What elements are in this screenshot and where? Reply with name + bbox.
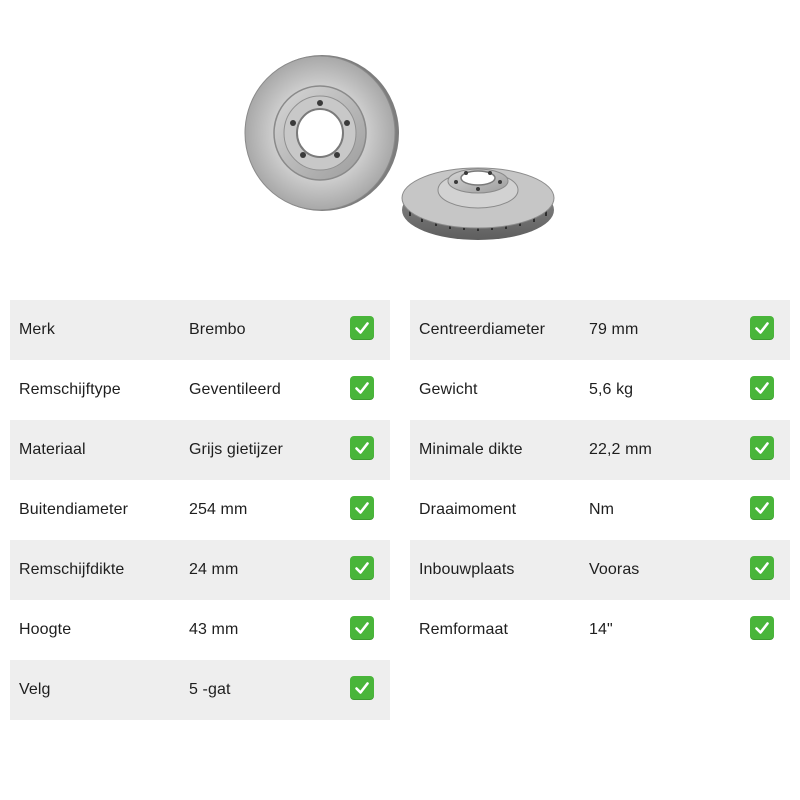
check-icon <box>350 436 374 460</box>
spec-row <box>410 540 790 600</box>
spec-value: 43 mm <box>189 621 239 638</box>
spec-table-left <box>10 300 390 720</box>
spec-value: 5,6 kg <box>589 381 634 398</box>
spec-label: Draaimoment <box>419 501 517 518</box>
spec-value: Geventileerd <box>189 381 281 398</box>
spec-row <box>10 540 390 600</box>
spec-value: 14" <box>589 621 613 638</box>
check-icon <box>750 496 774 520</box>
spec-label: Remformaat <box>419 621 509 638</box>
spec-label: Velg <box>19 681 51 698</box>
spec-value: 24 mm <box>189 561 239 578</box>
spec-value: Brembo <box>189 321 246 338</box>
spec-row <box>10 600 390 660</box>
spec-row <box>410 420 790 480</box>
angled-disc-view <box>402 168 554 240</box>
spec-row <box>410 360 790 420</box>
check-icon <box>750 556 774 580</box>
spec-label: Minimale dikte <box>419 441 523 458</box>
check-icon <box>750 616 774 640</box>
front-disc-view <box>245 55 399 211</box>
spec-label: Inbouwplaats <box>419 561 515 578</box>
check-icon <box>350 376 374 400</box>
spec-table-right <box>410 300 790 660</box>
check-icon <box>350 556 374 580</box>
spec-value: 22,2 mm <box>589 441 652 458</box>
spec-value: 79 mm <box>589 321 639 338</box>
spec-row <box>10 660 390 720</box>
spec-label: Centreerdiameter <box>419 321 546 338</box>
spec-row <box>10 360 390 420</box>
spec-row <box>410 300 790 360</box>
spec-label: Merk <box>19 321 55 338</box>
check-icon <box>350 316 374 340</box>
spec-row <box>410 600 790 660</box>
check-icon <box>350 676 374 700</box>
spec-row <box>410 480 790 540</box>
spec-row <box>10 480 390 540</box>
spec-label: Materiaal <box>19 441 86 458</box>
spec-label: Hoogte <box>19 621 72 638</box>
spec-label: Gewicht <box>419 381 478 398</box>
spec-label: Remschijfdikte <box>19 561 125 578</box>
spec-value: 5 -gat <box>189 681 231 698</box>
spec-label: Remschijftype <box>19 381 121 398</box>
spec-value: Grijs gietijzer <box>189 441 283 458</box>
check-icon <box>750 436 774 460</box>
spec-row <box>10 420 390 480</box>
spec-value: Nm <box>589 501 615 518</box>
spec-row <box>10 300 390 360</box>
brake-disc-image <box>230 50 570 250</box>
check-icon <box>350 496 374 520</box>
spec-value: 254 mm <box>189 501 248 518</box>
spec-value: Vooras <box>589 561 640 578</box>
spec-label: Buitendiameter <box>19 501 129 518</box>
check-icon <box>750 376 774 400</box>
check-icon <box>350 616 374 640</box>
check-icon <box>750 316 774 340</box>
